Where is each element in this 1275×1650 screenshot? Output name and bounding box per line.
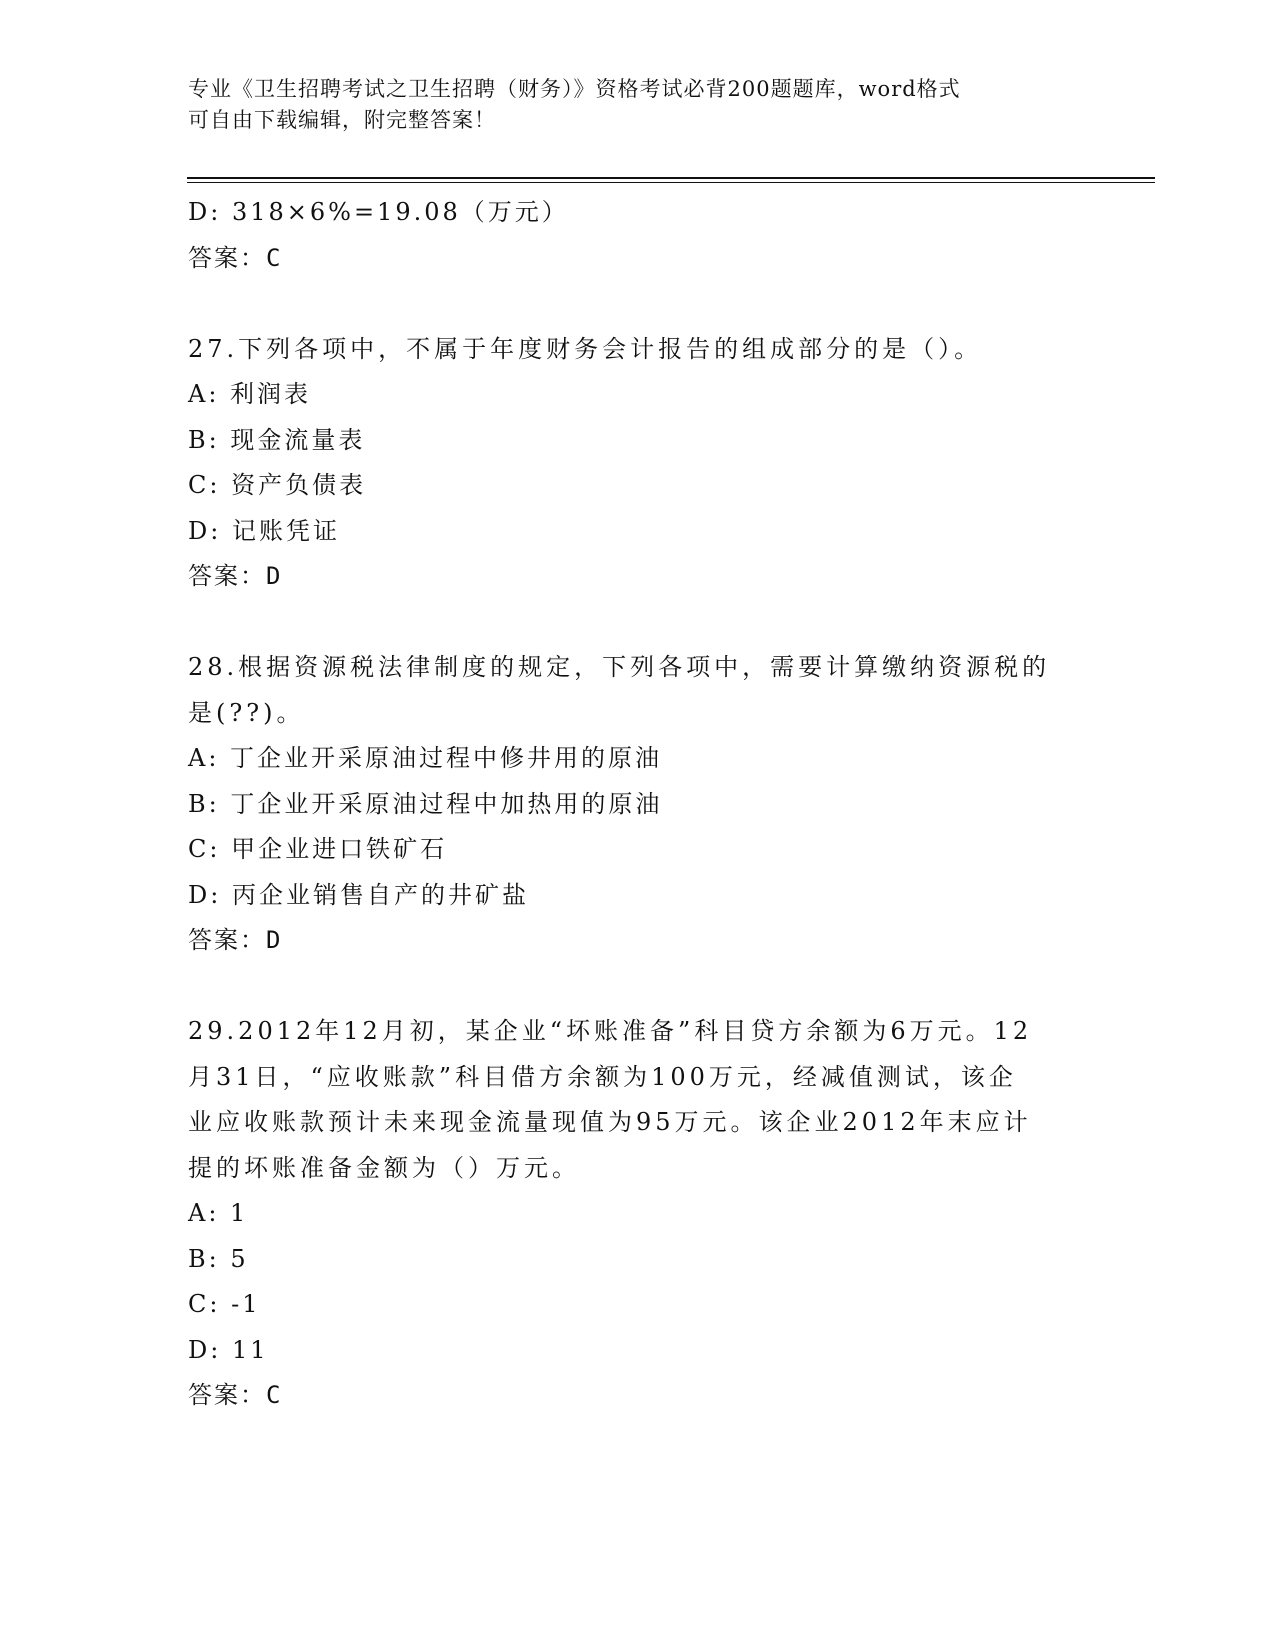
answer-label: 答案： bbox=[188, 926, 266, 954]
option-b: B: 现金流量表 bbox=[188, 425, 366, 454]
option-d: D: 丙企业销售自产的井矿盐 bbox=[188, 880, 529, 909]
option-a: A: 丁企业开采原油过程中修井用的原油 bbox=[188, 744, 663, 772]
header-line-1: 专业《卫生招聘考试之卫生招聘（财务）》资格考试必背200题题库，word格式 bbox=[188, 77, 961, 101]
document-header bbox=[188, 74, 1068, 136]
answer-line bbox=[188, 1373, 1088, 1419]
document-body bbox=[188, 190, 1088, 1419]
header-line-2: 可自由下载编辑，附完整答案！ bbox=[188, 108, 496, 132]
option-b: B: 5 bbox=[188, 1244, 249, 1273]
question-stem: 28.根据资源税法律制度的规定，下列各项中，需要计算缴纳资源税的 bbox=[188, 653, 1051, 681]
answer-value: C bbox=[266, 1381, 282, 1409]
answer-value: D bbox=[266, 926, 282, 954]
spacer bbox=[188, 964, 1088, 1010]
question-stem: 是(??)。 bbox=[188, 698, 305, 727]
option-d: D: 11 bbox=[188, 1335, 269, 1364]
question-29 bbox=[188, 1009, 1088, 1419]
answer-line bbox=[188, 554, 1088, 600]
question-stem: 提的坏账准备金额为（）万元。 bbox=[188, 1153, 580, 1182]
question-stem: 月31日，“应收账款”科目借方余额为100万元，经减值测试，该企 bbox=[188, 1062, 1017, 1091]
option-a: A: 1 bbox=[188, 1199, 249, 1227]
answer-value: C bbox=[266, 243, 282, 272]
option-c: C: -1 bbox=[188, 1290, 261, 1318]
answer-value: D bbox=[266, 562, 282, 590]
spacer bbox=[188, 600, 1088, 646]
option-d: D: 318×6%=19.08（万元） bbox=[188, 198, 569, 226]
question-stem: 29.2012年12月初，某企业“坏账准备”科目贷方余额为6万元。12 bbox=[188, 1017, 1033, 1045]
answer-label: 答案： bbox=[188, 243, 266, 272]
spacer bbox=[188, 281, 1088, 327]
header-divider-thick bbox=[187, 177, 1155, 179]
answer-label: 答案： bbox=[188, 1381, 266, 1409]
answer-line bbox=[188, 918, 1088, 964]
option-c: C: 资产负债表 bbox=[188, 471, 367, 499]
answer-label: 答案： bbox=[188, 562, 266, 590]
option-a: A: 利润表 bbox=[188, 380, 312, 408]
question-27 bbox=[188, 327, 1088, 600]
header-divider-thin bbox=[187, 182, 1155, 183]
answer-line bbox=[188, 236, 1088, 282]
option-c: C: 甲企业进口铁矿石 bbox=[188, 835, 448, 863]
question-stem: 业应收账款预计未来现金流量现值为95万元。该企业2012年末应计 bbox=[188, 1108, 1032, 1136]
option-b: B: 丁企业开采原油过程中加热用的原油 bbox=[188, 789, 663, 818]
question-28 bbox=[188, 645, 1088, 964]
option-d: D: 记账凭证 bbox=[188, 516, 340, 545]
question-stem: 27.下列各项中，不属于年度财务会计报告的组成部分的是（）。 bbox=[188, 334, 983, 363]
